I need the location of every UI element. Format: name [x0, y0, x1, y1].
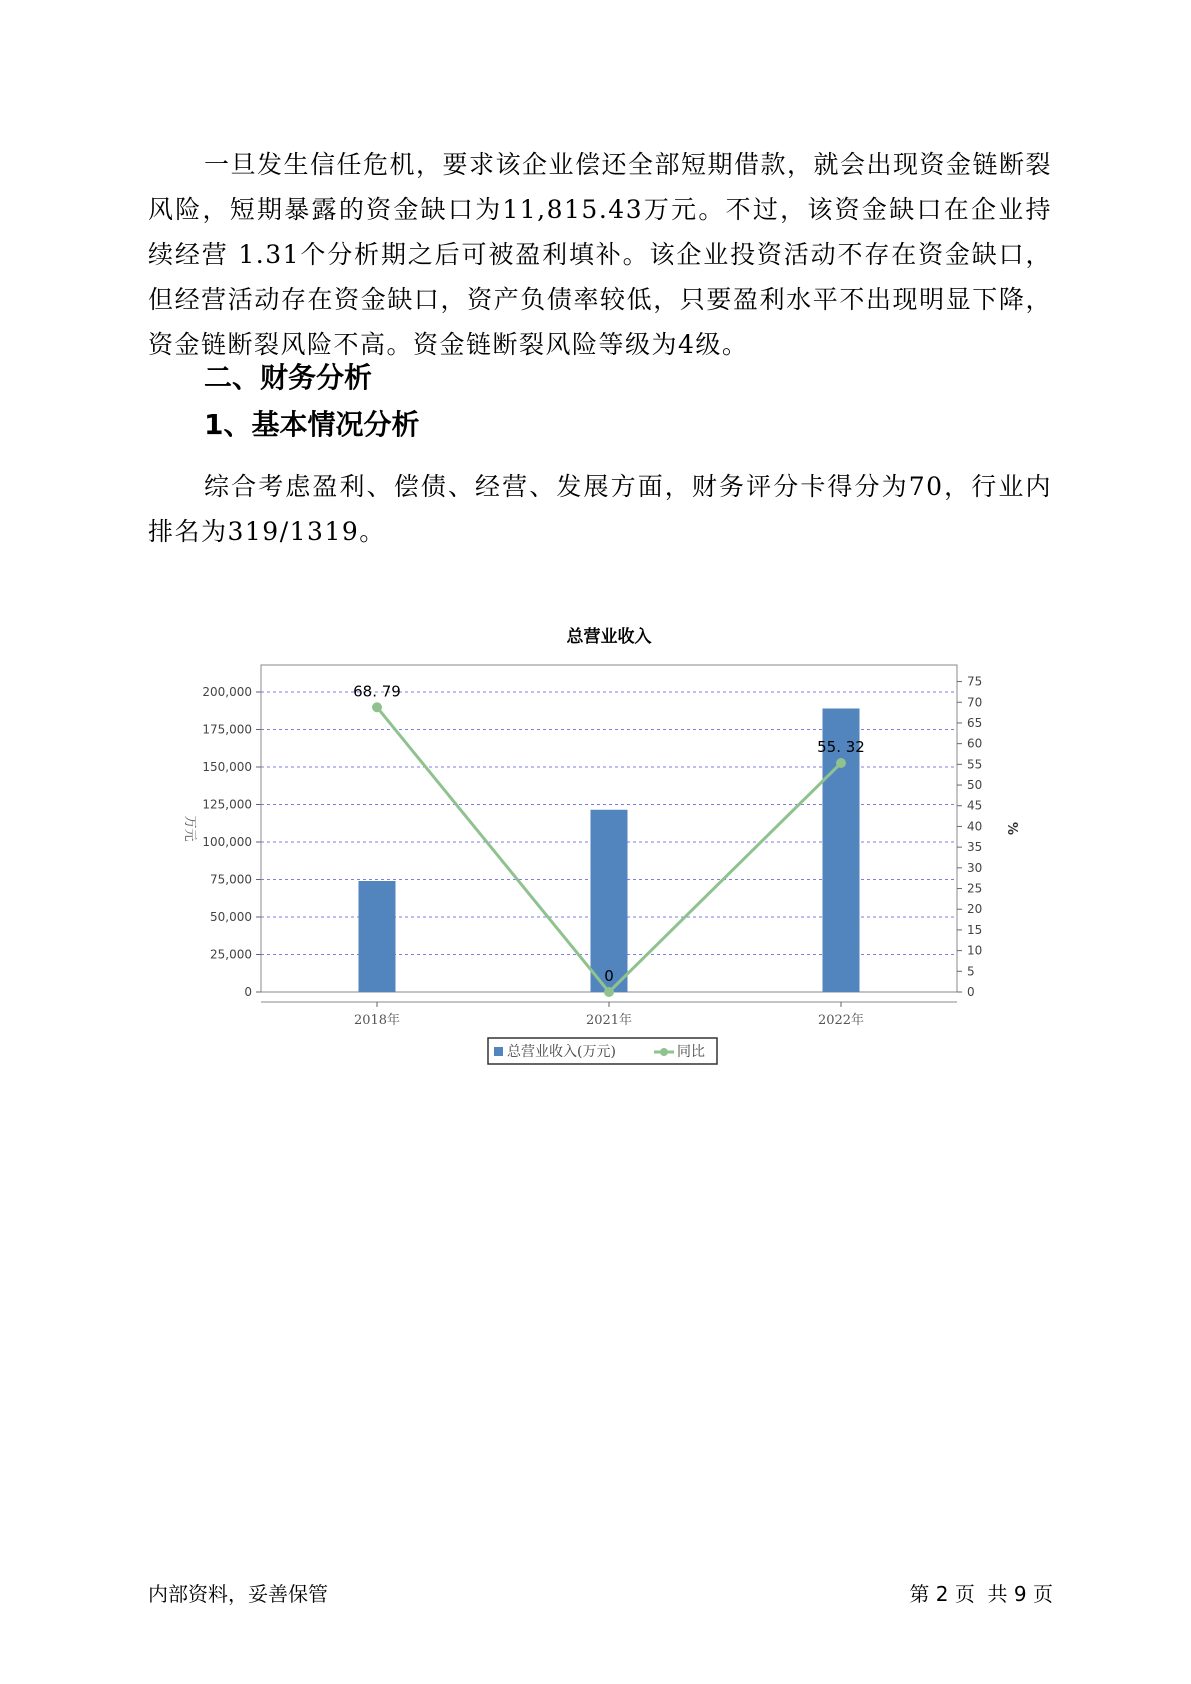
footer-page-number: 第 2 页 共 9 页: [909, 1582, 1053, 1606]
yoy-data-label: 55. 32: [817, 738, 865, 757]
y-tick-label: 125,000: [202, 797, 252, 812]
legend-swatch-dot: [660, 1048, 668, 1056]
body-paragraph-score: 综合考虑盈利、偿债、经营、发展方面，财务评分卡得分为70，行业内排名为319/1319。: [148, 472, 1052, 546]
legend-label-yoy: 同比: [677, 1044, 705, 1060]
y2-tick-label: 40: [967, 819, 983, 834]
y-tick-label: 75,000: [210, 872, 252, 887]
y-tick-label: 50,000: [210, 910, 252, 924]
subsection-heading: 1、基本情况分析: [204, 408, 420, 441]
y-tick-label: 200,000: [202, 685, 252, 699]
yoy-data-label: 0: [604, 967, 614, 985]
revenue-chart: [148, 610, 1052, 1080]
legend-label-revenue: 总营业收入(万元): [507, 1044, 616, 1060]
y2-tick-label: 75: [967, 674, 983, 689]
y2-tick-label: 65: [967, 715, 983, 730]
y-tick-label: 0: [244, 985, 252, 999]
y2-tick-label: 50: [967, 778, 983, 793]
footer-confidential: 内部资料，妥善保管: [148, 1582, 328, 1606]
y2-axis-label: %: [1004, 821, 1019, 836]
body-paragraph-risk: 一旦发生信任危机，要求该企业偿还全部短期借款，就会出现资金链断裂风险，短期暴露的资金缺口为11,815.43万元。不过，该资金缺口在企业持续经营 1.31个分析期之后可被盈利填补。该企业投资活动不存在资金缺口，但经营活动存在资金缺口，资产负债率较低，只要盈利水平不出现明显下降，资金链断裂风险不高。资金链断裂风险等级为4级。: [148, 150, 1053, 359]
x-tick-label: 2018年: [353, 1013, 401, 1028]
y-tick-label: 25,000: [210, 947, 252, 962]
y2-tick-label: 55: [967, 757, 983, 772]
y2-tick-label: 45: [967, 798, 983, 813]
y-tick-label: 100,000: [202, 835, 252, 849]
y2-tick-label: 10: [967, 943, 983, 958]
yoy-point-1: [604, 987, 614, 997]
y2-tick-label: 20: [967, 902, 983, 917]
yoy-point-2: [836, 758, 846, 768]
y2-tick-label: 0: [967, 985, 975, 999]
y-tick-label: 175,000: [202, 722, 252, 737]
y-axis-label: 万元: [182, 815, 197, 842]
legend-swatch-bar: [494, 1047, 503, 1056]
yoy-point-0: [372, 702, 382, 712]
chart-title: 总营业收入: [566, 627, 652, 647]
bar-0: [359, 881, 396, 992]
y2-tick-label: 35: [967, 840, 983, 855]
y2-tick-label: 60: [967, 736, 983, 751]
y2-tick-label: 25: [967, 881, 983, 896]
y2-tick-label: 5: [967, 964, 975, 979]
x-tick-label: 2022年: [817, 1013, 865, 1028]
section-heading: 二、财务分析: [204, 361, 373, 394]
y2-tick-label: 30: [967, 860, 983, 875]
x-tick-label: 2021年: [585, 1013, 633, 1028]
yoy-data-label: 68. 79: [353, 682, 401, 701]
y-tick-label: 150,000: [202, 760, 252, 774]
y2-tick-label: 15: [967, 922, 983, 937]
bar-1: [591, 810, 628, 992]
y2-tick-label: 70: [967, 695, 983, 710]
